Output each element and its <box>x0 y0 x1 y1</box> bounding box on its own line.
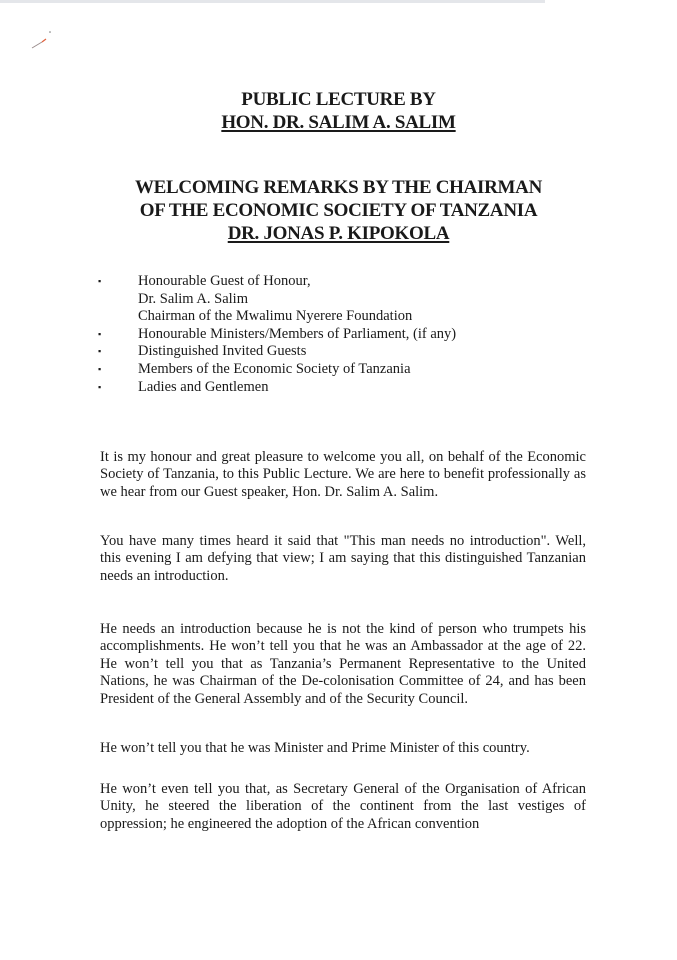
salutation-item <box>95 379 456 397</box>
speaker-name: HON. DR. SALIM A. SALIM <box>221 112 456 133</box>
subtitle-line-1: WELCOMING REMARKS BY THE CHAIRMAN <box>134 177 543 198</box>
bullet-icon: ▪ <box>98 346 102 357</box>
salutation-text: Distinguished Invited Guests <box>138 343 307 360</box>
salutation-item <box>95 343 456 361</box>
pen-mark-icon <box>30 30 60 50</box>
bullet-icon: ▪ <box>98 276 102 286</box>
bullet-icon: ▪ <box>98 328 102 339</box>
salutation-item <box>95 308 456 326</box>
bullet-icon <box>95 308 138 326</box>
bullet-icon: ▪ <box>98 363 102 374</box>
paragraph-oau: He won’t even tell you that, as Secretary General of the Organisation of African Unity, he steered the liberation of the continent from the last vestiges of oppression; he engineered the adoption of the African convention <box>100 780 586 832</box>
bullet-icon: ▪ <box>98 381 102 392</box>
salutation-text: Chairman of the Mwalimu Nyerere Foundation <box>138 308 413 325</box>
salutation-text: Honourable Guest of Honour, <box>138 273 311 289</box>
salutation-item <box>95 291 456 309</box>
subtitle-line-2: OF THE ECONOMIC SOCIETY OF TANZANIA <box>139 200 538 221</box>
salutation-item <box>95 326 456 344</box>
salutation-text: Members of the Economic Society of Tanzania <box>138 360 411 377</box>
salutation-text: Dr. Salim A. Salim <box>138 290 248 307</box>
salutation-item <box>95 361 456 379</box>
remarks-heading <box>0 176 677 245</box>
salutation-text: Honourable Ministers/Members of Parliament, (if any) <box>138 325 457 342</box>
salutation-item <box>95 273 456 291</box>
salutation-text: Ladies and Gentlemen <box>138 378 269 395</box>
paragraph-welcome: It is my honour and great pleasure to welcome you all, on behalf of the Economic Society of Tanzania, to this Public Lecture. We are here to benefit professionally as we hear from our Guest speaker, Hon. Dr. Salim A. Salim. <box>100 448 586 500</box>
chairman-name: DR. JONAS P. KIPOKOLA <box>227 223 450 244</box>
paragraph-prime-minister: He won’t tell you that he was Minister and Prime Minister of this country. <box>100 739 530 756</box>
paragraph-introduction: You have many times heard it said that "This man needs no introduction". Well, this evening I am defying that view; I am saying that this distinguished Tanzanian needs an introduction. <box>100 532 586 584</box>
scan-edge <box>0 0 545 3</box>
lecture-title <box>0 88 677 134</box>
paragraph-accomplishments: He needs an introduction because he is not the kind of person who trumpets his accomplishments. He won’t tell you that he was an Ambassador at the age of 22. He won’t tell you that as Tanzania’s Permanent Representative to the United Nations, he was Chairman of the De-colonisation Committee of 24, and has been President of the General Assembly and of the Security Council. <box>100 620 586 707</box>
bullet-icon <box>95 291 138 309</box>
salutation-list <box>95 273 456 396</box>
title-line-1: PUBLIC LECTURE BY <box>241 89 436 110</box>
